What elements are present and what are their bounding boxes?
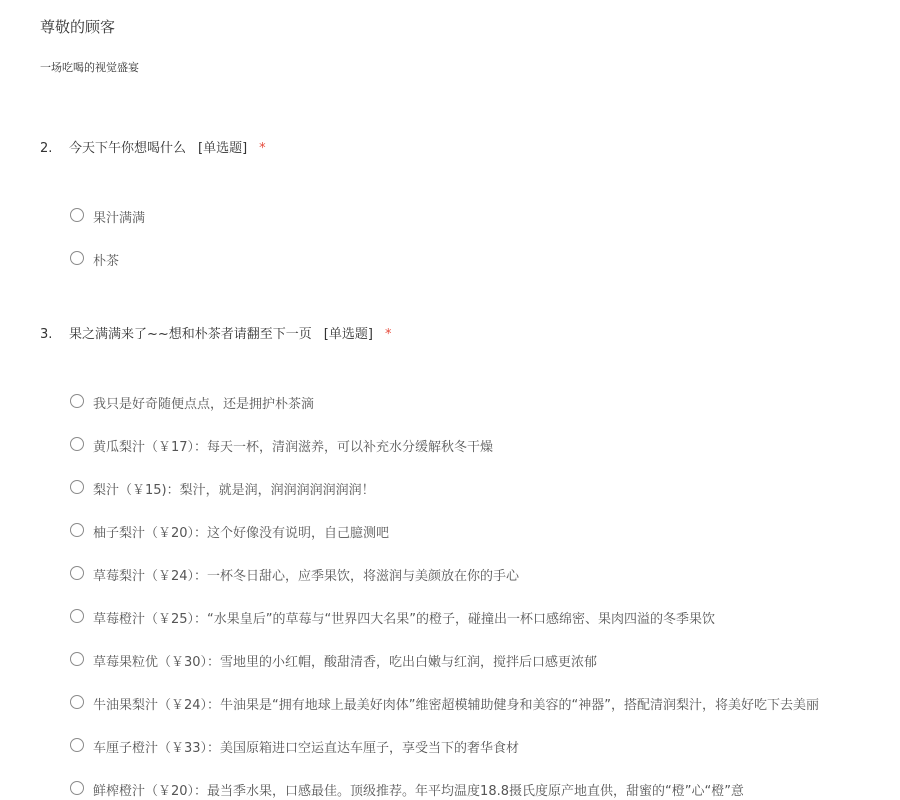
- question-2-title: [40, 137, 266, 156]
- option-label: 草莓果粒优（￥30）：雪地里的小红帽，酸甜清香，吃出白嫩与红润，搅拌后口感更浓郁: [93, 655, 598, 670]
- required-asterisk: *: [259, 141, 266, 156]
- radio-button[interactable]: [70, 394, 84, 408]
- radio-button[interactable]: [70, 208, 84, 222]
- option-label: 黄瓜梨汁（￥17）：每天一杯，清润滋养，可以补充水分缓解秋冬干燥: [93, 440, 494, 455]
- option-label: 鲜榨橙汁（￥20）：最当季水果，口感最佳。顶级推荐。年平均温度18.8摄氏度原产地直供，甜蜜的“橙”心“橙”意: [93, 784, 744, 799]
- option-label: 草莓橙汁（￥25）：“水果皇后”的草莓与“世界四大名果”的橙子，碰撞出一杯口感绵密、果肉四溢的冬季果饮: [93, 612, 715, 627]
- radio-button[interactable]: [70, 566, 84, 580]
- option-label: 朴茶: [93, 254, 120, 269]
- radio-button[interactable]: [70, 738, 84, 752]
- greeting-text: 尊敬的顾客: [40, 18, 116, 36]
- radio-button[interactable]: [70, 251, 84, 265]
- question-text: 果之满满来了~~想和朴茶者请翻至下一页: [69, 327, 312, 342]
- option-label: 牛油果梨汁（￥24）：牛油果是“拥有地球上最美好肉体”维密超模辅助健身和美容的“神器”，搭配清润梨汁，将美好吃下去美丽: [93, 698, 819, 713]
- radio-button[interactable]: [70, 437, 84, 451]
- radio-button[interactable]: [70, 609, 84, 623]
- radio-button[interactable]: [70, 781, 84, 795]
- question-number: 2.: [40, 141, 53, 156]
- required-asterisk: *: [384, 327, 392, 342]
- radio-button[interactable]: [70, 523, 84, 537]
- survey-subtitle: 一场吃喝的视觉盛宴: [40, 61, 139, 74]
- question-number: 3.: [40, 327, 53, 342]
- option-label: 我只是好奇随便点点，还是拥护朴茶滴: [93, 397, 315, 412]
- question-text: 今天下午你想喝什么: [69, 141, 187, 156]
- question-3-title: [40, 323, 391, 342]
- option-label: 车厘子橙汁（￥33）：美国原箱进口空运直达车厘子，享受当下的奢华食材: [93, 741, 520, 756]
- question-type-label: [单选题]: [323, 327, 373, 342]
- radio-button[interactable]: [70, 695, 84, 709]
- option-label: 梨汁（￥15)：梨汁，就是润，润润润润润润润！: [93, 483, 375, 498]
- option-label: 果汁满满: [93, 211, 146, 226]
- radio-button[interactable]: [70, 480, 84, 494]
- option-label: 草莓梨汁（￥24）：一杯冬日甜心，应季果饮，将滋润与美颜放在你的手心: [93, 569, 520, 584]
- radio-button[interactable]: [70, 652, 84, 666]
- option-label: 柚子梨汁（￥20）：这个好像没有说明，自己臆测吧: [93, 526, 390, 541]
- question-type-label: [单选题]: [198, 141, 248, 156]
